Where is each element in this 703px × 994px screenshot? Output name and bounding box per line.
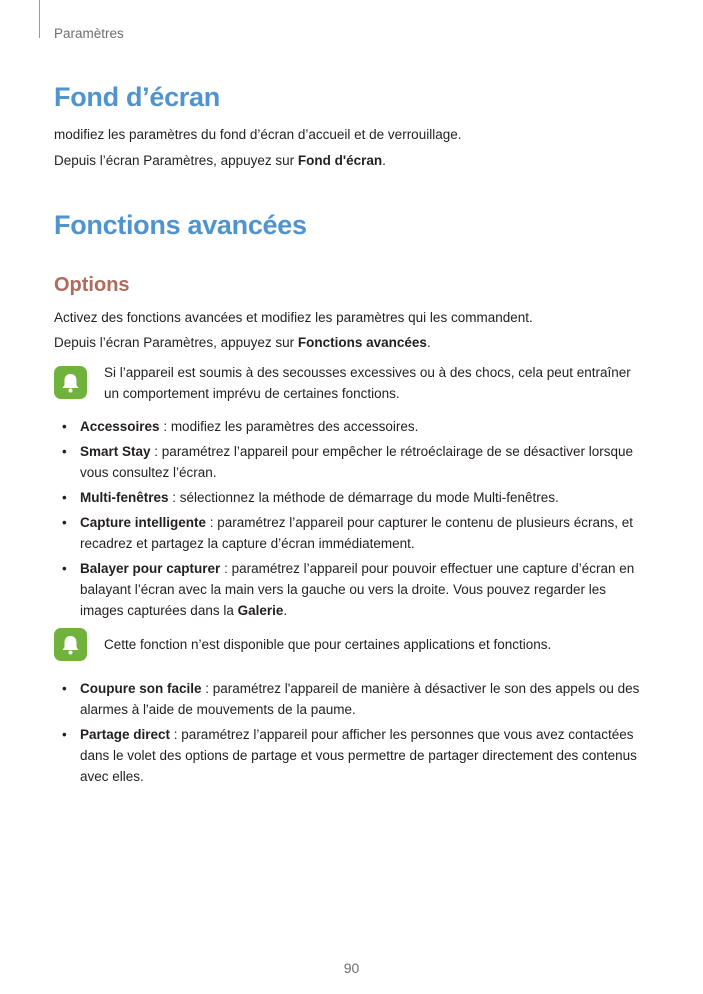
feature-list-b	[54, 678, 644, 791]
wallpaper-description: modifiez les paramètres du fond d’écran d’accueil et de verrouillage.	[54, 127, 462, 142]
list-item: • Capture intelligente : paramétrez l’appareil pour capturer le contenu de plusieurs écrans, et recadrez et partagez la capture d’écran immédiatement.	[62, 515, 633, 551]
advanced-description: Activez des fonctions avancées et modifiez les paramètres qui les commandent.	[54, 310, 533, 325]
menu-path-wallpaper: Fond d'écran	[297, 153, 383, 168]
section-title-advanced: Fonctions avancées	[54, 210, 307, 240]
subsection-title-options: Options	[54, 274, 130, 296]
list-item: • Partage direct : paramétrez l’appareil pour afficher les personnes que vous avez contactées dans le volet des options de partage et vous permettre de partager directement des contenus avec elles.	[62, 727, 637, 784]
advanced-instruction: Depuis l’écran Paramètres, appuyez sur Fonctions avancées.	[54, 335, 431, 350]
running-header: Paramètres	[54, 26, 124, 41]
margin-rule	[39, 0, 40, 38]
section-title-wallpaper: Fond d’écran	[54, 82, 220, 112]
note-box-shocks	[54, 362, 644, 406]
page-number: 90	[343, 960, 360, 976]
list-item: • Accessoires : modifiez les paramètres des accessoires.	[62, 419, 419, 434]
list-item: • Multi-fenêtres : sélectionnez la méthode de démarrage du mode Multi-fenêtres.	[62, 490, 559, 505]
note-text: Si l’appareil est soumis à des secousses excessives ou à des chocs, cela peut entraîner un comportement imprévu de certaines fonctions.	[104, 365, 631, 401]
bell-icon	[54, 628, 87, 661]
list-item: • Coupure son facile : paramétrez l'appareil de manière à désactiver le son des appels ou des alarmes à l'aide de mouvements de la paume.	[62, 681, 640, 717]
list-item: • Smart Stay : paramétrez l’appareil pour empêcher le rétroéclairage de se désactiver lorsque vous consultez l’écran.	[62, 444, 634, 480]
note-box-availability	[54, 626, 644, 666]
menu-path-advanced: Fonctions avancées	[297, 335, 427, 350]
list-item: • Balayer pour capturer : paramétrez l’appareil pour pouvoir effectuer une capture d’écran en balayant l’écran avec la main vers la gauche ou vers la droite. Vous pouvez regarder les images capturées dans la Galerie.	[62, 561, 635, 618]
note-text: Cette fonction n’est disponible que pour certaines applications et fonctions.	[104, 637, 552, 652]
wallpaper-instruction: Depuis l’écran Paramètres, appuyez sur Fond d'écran.	[54, 153, 386, 168]
feature-list-a	[54, 416, 644, 625]
bell-icon	[54, 366, 87, 399]
